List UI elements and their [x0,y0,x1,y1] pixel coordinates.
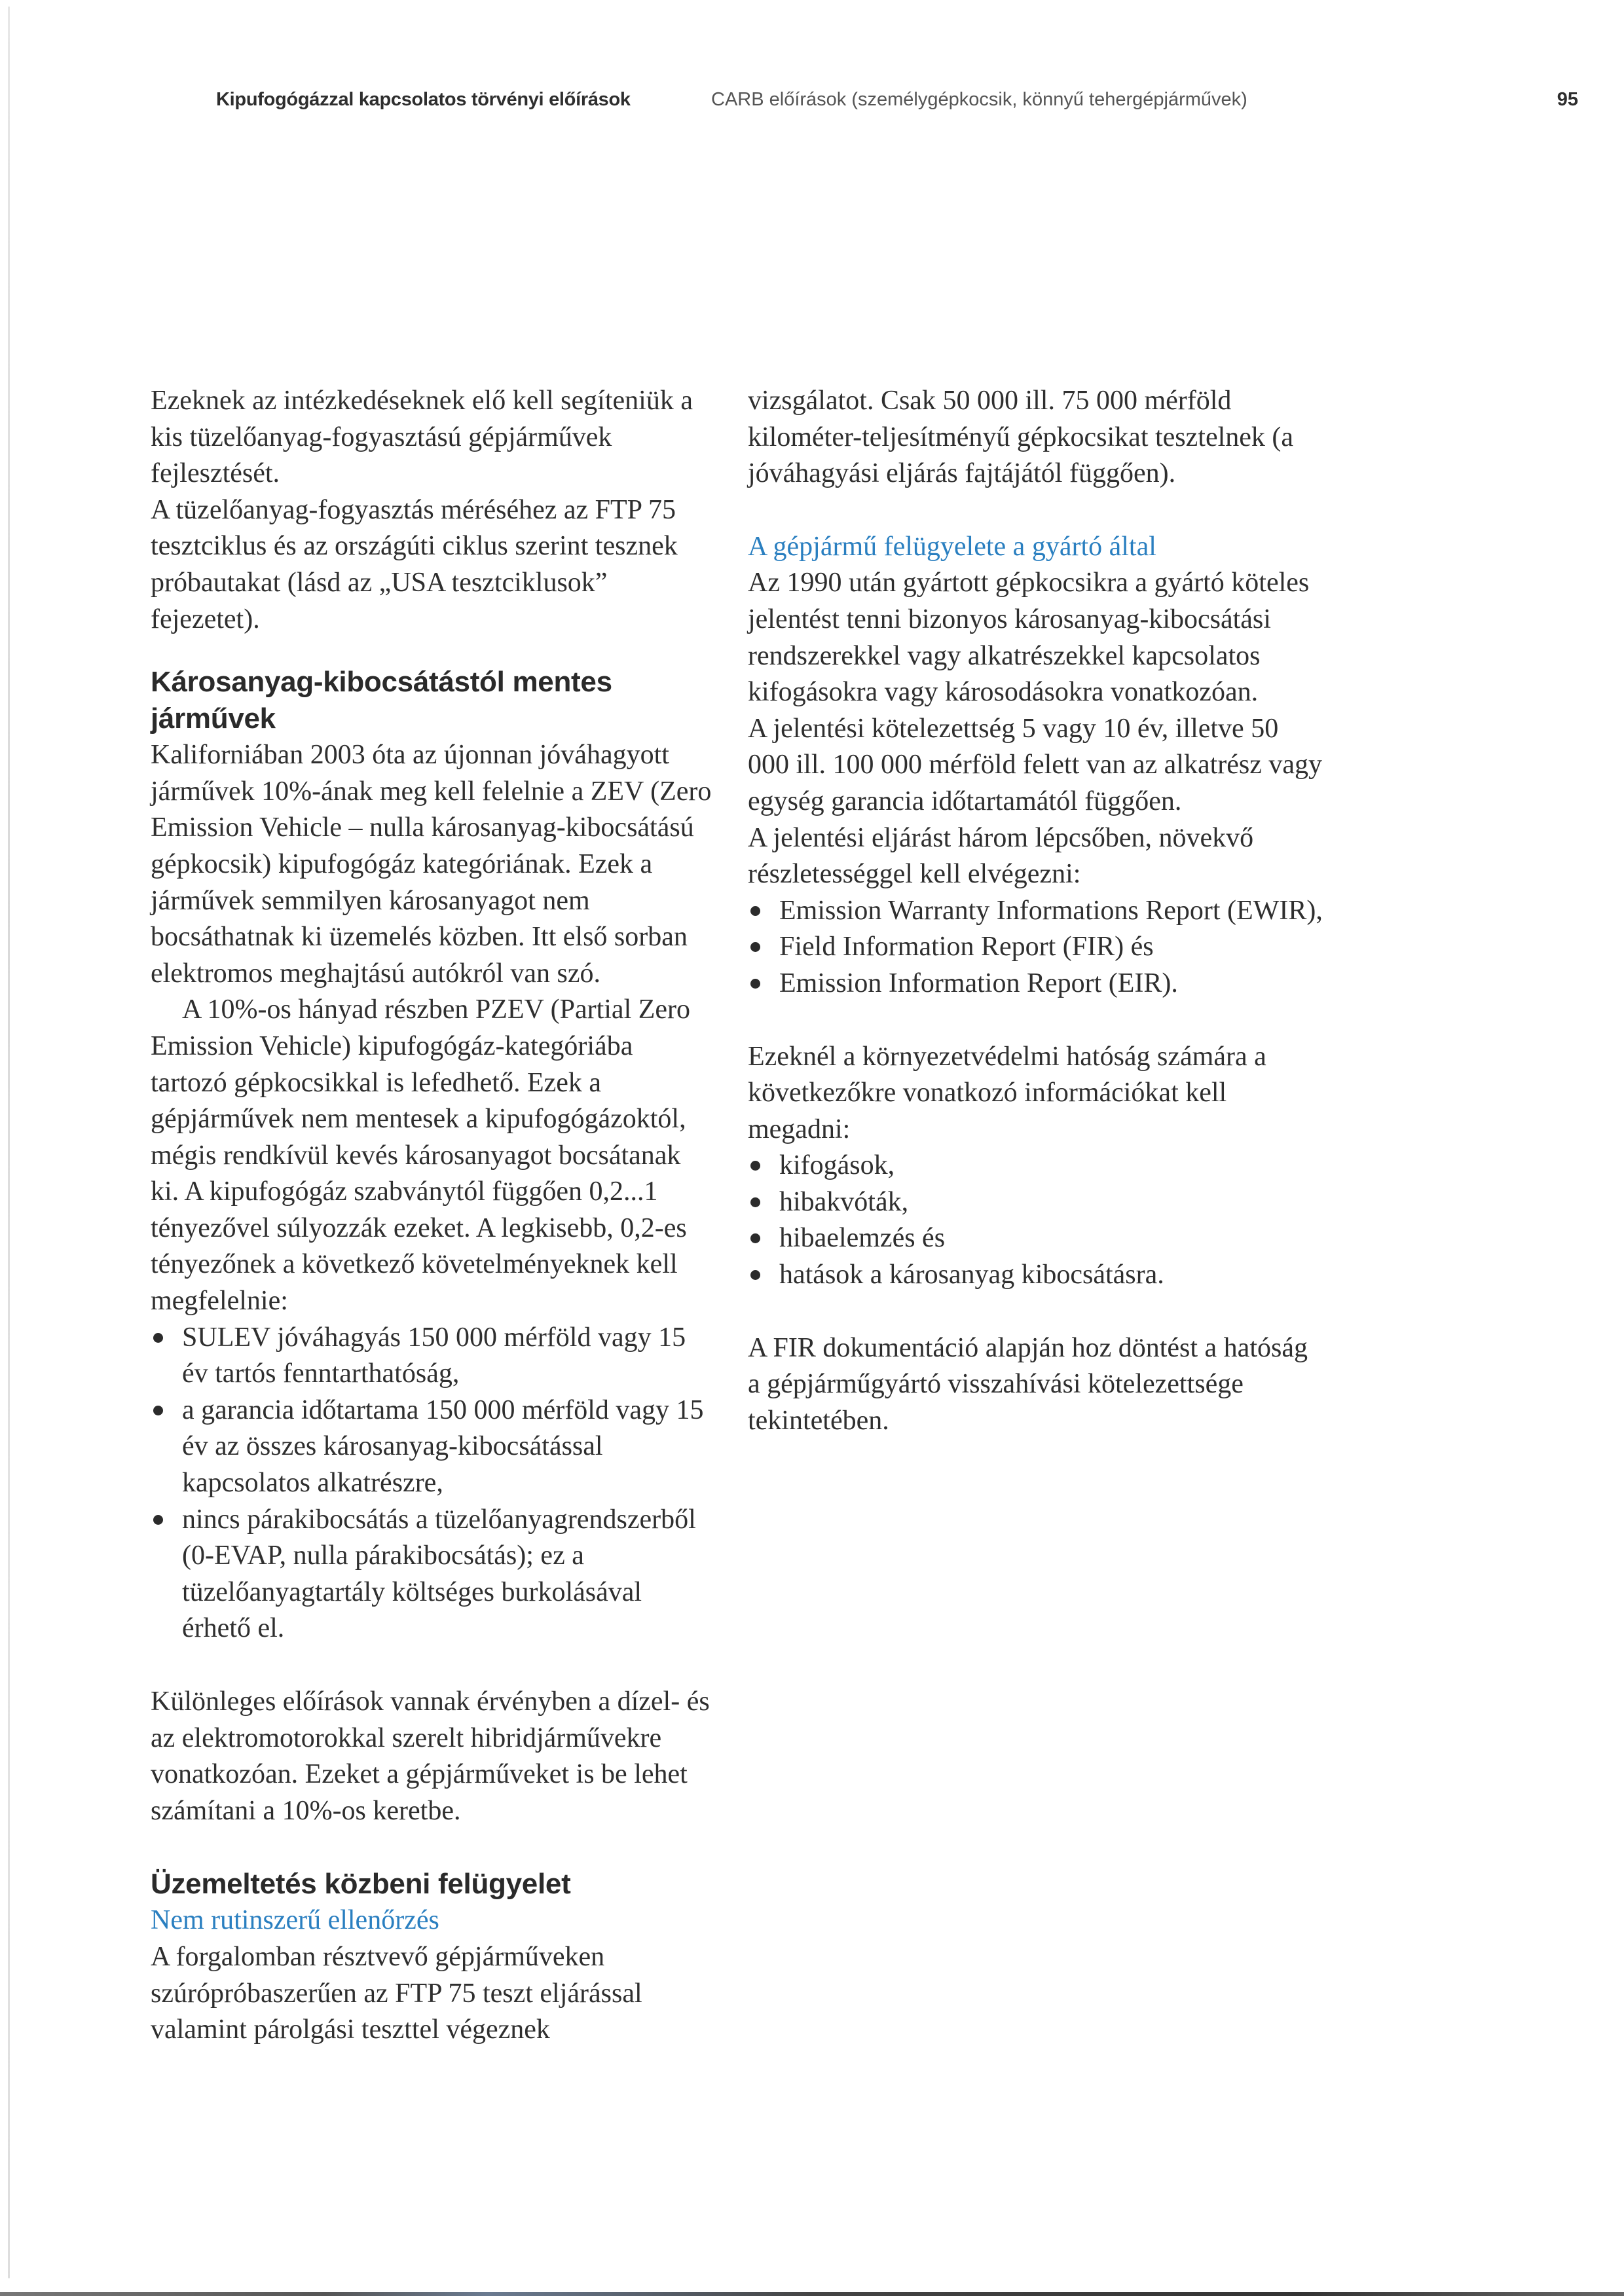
zev-heading: Károsanyag-kibocsátástól mentes járművek [151,666,612,735]
scan-bottom-edge [0,2292,1624,2296]
manufacturer-paragraph-1: Az 1990 után gyártott gépkocsikra a gyártó köteles jelentést tenni bizonyos károsanyag-kibocsátási rendszerekkel vagy alkatrészekkel kapcsolatos kifogásokra vagy károsodásokra vonatkozóan. [748,568,1310,708]
left-column [151,383,714,2049]
bullet-icon [750,979,760,989]
zev-paragraph-3: Különleges előírások vannak érvényben a dízel- és az elektromotorokkal szerelt hibridjárművekre vonatkozóan. Ezeket a gépjárműveket is be lehet számítani a 10%-os keretbe. [151,1686,710,1826]
bullet-icon [750,1197,760,1207]
reports-list [748,893,1324,1002]
bullet-icon [153,1515,163,1525]
zev-paragraph-1: Kaliforniában 2003 óta az újonnan jóváhagyott járművek 10%-ának meg kell felelnie a ZEV (Zero Emission Vehicle – nulla károsanyag-kibocsátású gépkocsik) kipufogógáz kategóriának. Ezek a járművek semmilyen károsanyagot nem bocsáthatnak ki üzemelés közben. Itt első sorban elektromos meghajtású autókról van szó. [151,740,712,989]
inuse-subheading: Nem rutinszerű ellenőrzés [151,1905,439,1936]
inuse-paragraph-1: A forgalomban résztvevő gépjárműveken szúrópróbaszerűen az FTP 75 teszt eljárással valamint párolgási teszttel végeznek [151,1941,642,2045]
bullet-icon [750,1161,760,1171]
info-items-list [748,1148,1324,1293]
manufacturer-paragraph-2: A jelentési kötelezettség 5 vagy 10 év, illetve 50 000 ill. 100 000 mérföld felett van az alkatrész vagy egység garancia időtartamától függően. [748,713,1323,816]
list-item: nincs párakibocsátás a tüzelőanyagrendszerből (0-EVAP, nulla párakibocsátás); ez a tüzelőanyagtartály költséges burkolásával érhető el. [151,1502,714,1647]
list-item: Emission Information Report (EIR). [748,966,1324,1002]
list-item: a garancia időtartama 150 000 mérföld vagy 15 év az összes károsanyag-kibocsátással kapcsolatos alkatrészre, [151,1393,714,1502]
section-title: CARB előírások (személygépkocsik, könnyű tehergépjárművek) [711,89,1247,110]
bullet-icon [153,1406,163,1415]
right-column [748,383,1324,1439]
list-item: hibaelemzés és [748,1220,1324,1257]
page-number: 95 [1557,89,1578,110]
bullet-icon [153,1333,163,1343]
manufacturer-paragraph-3: A jelentési eljárást három lépcsőben, növekvő részletességgel kell elvégezni: [748,822,1254,890]
list-item: Field Information Report (FIR) és [748,929,1324,966]
continuation-paragraph: vizsgálatot. Csak 50 000 ill. 75 000 mérföld kilométer-teljesítményű gépkocsikat tesztelnek (a jóváhagyási eljárás fajtájától függően). [748,386,1294,489]
bullet-icon [750,942,760,952]
list-item: kifogások, [748,1148,1324,1184]
running-head [216,86,1578,113]
bullet-icon [750,1233,760,1243]
bullet-icon [750,906,760,916]
zev-paragraph-2: A 10%-os hányad részben PZEV (Partial Zero Emission Vehicle) kipufogógáz-kategóriába tartozó gépkocsikkal is lefedhető. Ezek a gépjárművek nem mentesek a kipufogógázoktól, mégis rendkívül kevés károsanyagot bocsátanak ki. A kipufogógáz szabványtól függően 0,2...1 tényezővel súlyozzák ezeket. A legkisebb, 0,2-es tényezőnek a következő követelményeknek kell megfelelnie: [151,994,691,1317]
list-item: SULEV jóváhagyás 150 000 mérföld vagy 15 év tartós fenntarthatóság, [151,1320,714,1393]
pzev-requirements-list [151,1320,714,1647]
chapter-title: Kipufogógázzal kapcsolatos törvényi előírások [216,89,631,110]
bullet-icon [750,1270,760,1280]
manufacturer-subheading: A gépjármű felügyelete a gyártó által [748,531,1156,562]
list-item: Emission Warranty Informations Report (EWIR), [748,893,1324,930]
inuse-heading: Üzemeltetés közbeni felügyelet [151,1868,571,1901]
intro-paragraph-1: Ezeknek az intézkedéseknek elő kell segíteniük a kis tüzelőanyag-fogyasztású gépjárművek fejlesztését. [151,386,693,489]
scan-edge-artifact [8,7,10,2278]
intro-paragraph-2: A tüzelőanyag-fogyasztás méréséhez az FTP 75 tesztciklus és az országúti ciklus szerint tesznek próbautakat (lásd az „USA tesztciklusok” fejezetet). [151,494,678,634]
list-item: hibakvóták, [748,1184,1324,1221]
list-item: hatások a károsanyag kibocsátásra. [748,1257,1324,1294]
manufacturer-paragraph-5: A FIR dokumentáció alapján hoz döntést a hatóság a gépjárműgyártó visszahívási kötelezettsége tekintetében. [748,1332,1308,1436]
manufacturer-paragraph-4: Ezeknél a környezetvédelmi hatóság számára a következőkre vonatkozó információkat kell megadni: [748,1041,1266,1144]
